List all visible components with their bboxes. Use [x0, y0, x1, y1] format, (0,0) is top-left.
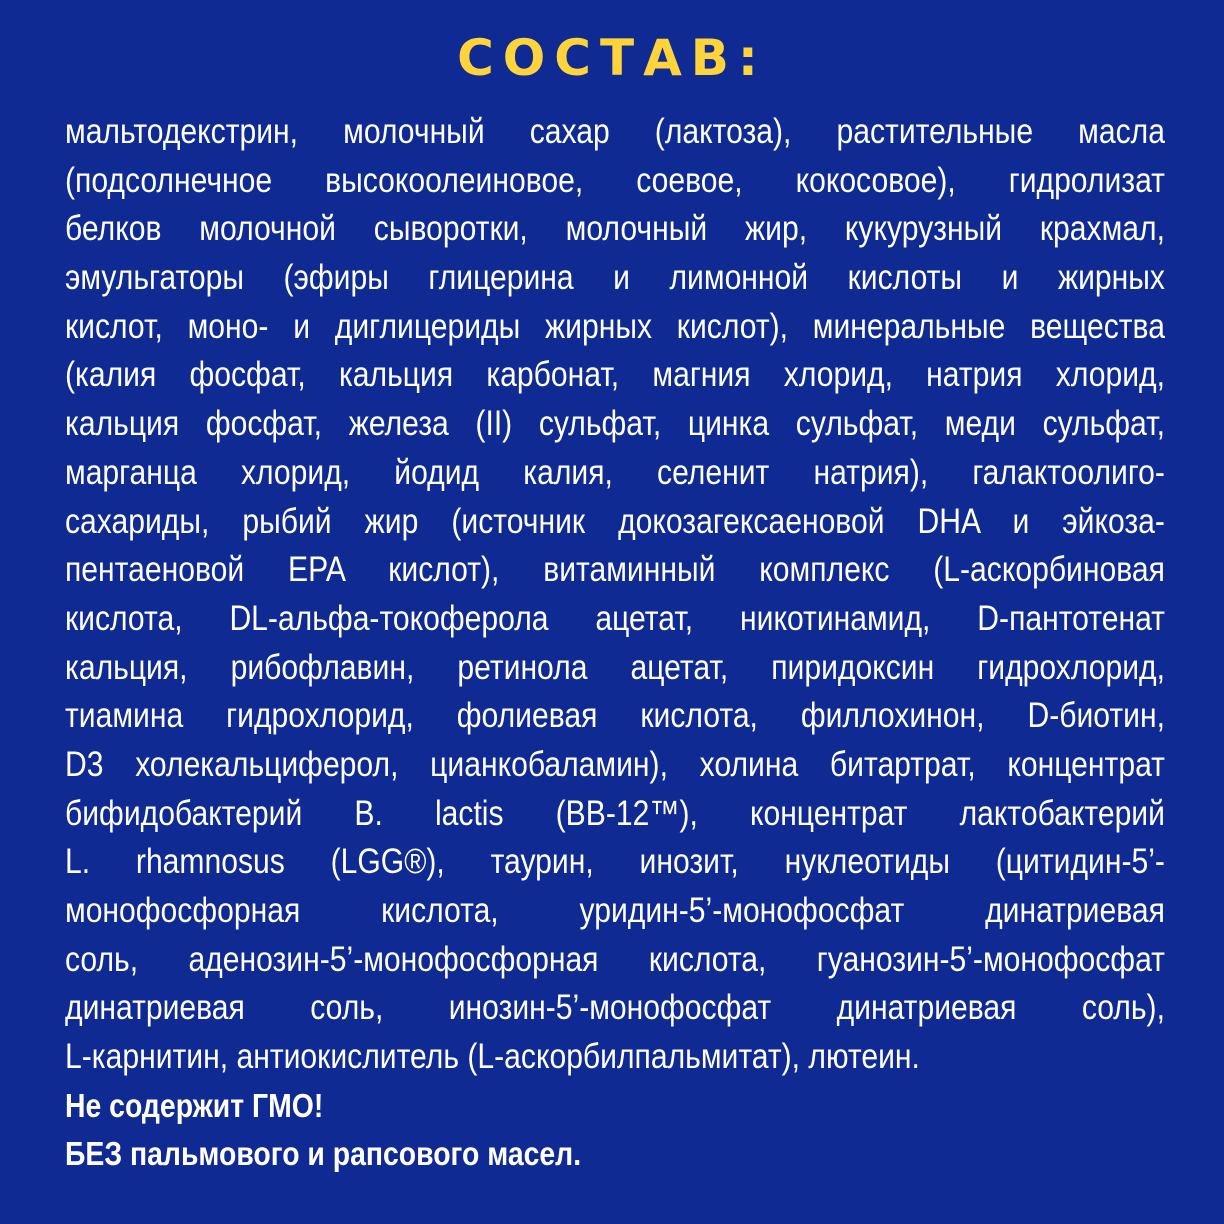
composition-line: (калия фосфат, кальция карбонат, магния хлорид, натрия хлорид, — [65, 355, 1165, 395]
composition-line: тиамина гидрохлорид, фолиевая кислота, филлохинон, D-биотин, — [65, 696, 1165, 736]
composition-line: мальтодекстрин, молочный сахар (лактоза), растительные масла — [65, 112, 1165, 151]
composition-line: L-карнитин, антиокислитель (L-аскорбилпальмитат), лютеин. — [65, 1037, 920, 1077]
composition-line: белков молочной сыворотки, молочный жир, кукурузный крахмал, — [65, 209, 1165, 249]
composition-line: L. rhamnosus (LGG®), таурин, инозит, нуклеотиды (цитидин-5’- — [65, 842, 1165, 882]
composition-line: эмульгаторы (эфиры глицерина и лимонной кислоты и жирных — [65, 258, 1165, 298]
palm-oil-free-note: БЕЗ пальмового и рапсового масел. — [65, 1135, 582, 1173]
gmo-free-note: Не содержит ГМО! — [65, 1086, 324, 1124]
composition-line: кислот, моно- и диглицериды жирных кислот), минеральные вещества — [65, 306, 1165, 346]
composition-line: сахариды, рыбий жир (источник докозагексаеновой DHA и эйкоза- — [65, 501, 1165, 541]
composition-line: монофосфорная кислота, уридин-5’-монофосфат динатриевая — [65, 891, 1165, 930]
composition-line: динатриевая соль, инозин-5’-монофосфат динатриевая соль), — [65, 988, 1165, 1028]
composition-line: марганца хлорид, йодид калия, селенит натрия), галактоолиго- — [65, 452, 1165, 492]
composition-line: соль, аденозин-5’-монофосфорная кислота, гуанозин-5’-монофосфат — [65, 939, 1165, 979]
page-title: СОСТАВ: — [457, 29, 767, 87]
composition-line: кальция, рибофлавин, ретинола ацетат, пиридоксин гидрохлорид, — [65, 647, 1165, 687]
composition-line: пентаеновой EPA кислот), витаминный комплекс (L-аскорбиновая — [65, 550, 1165, 590]
composition-line: D3 холекальциферол, цианкобаламин), холина битартрат, концентрат — [65, 744, 1165, 784]
composition-text — [65, 108, 1165, 1179]
composition-line: (подсолнечное высокоолеиновое, соевое, кокосовое), гидролизат — [65, 160, 1165, 200]
composition-line: кислота, DL-альфа-токоферола ацетат, никотинамид, D-пантотенат — [65, 598, 1165, 638]
composition-line: бифидобактерий B. lactis (BB-12™), концентрат лактобактерий — [65, 793, 1165, 833]
composition-line: кальция фосфат, железа (II) сульфат, цинка сульфат, меди сульфат, — [65, 404, 1165, 444]
